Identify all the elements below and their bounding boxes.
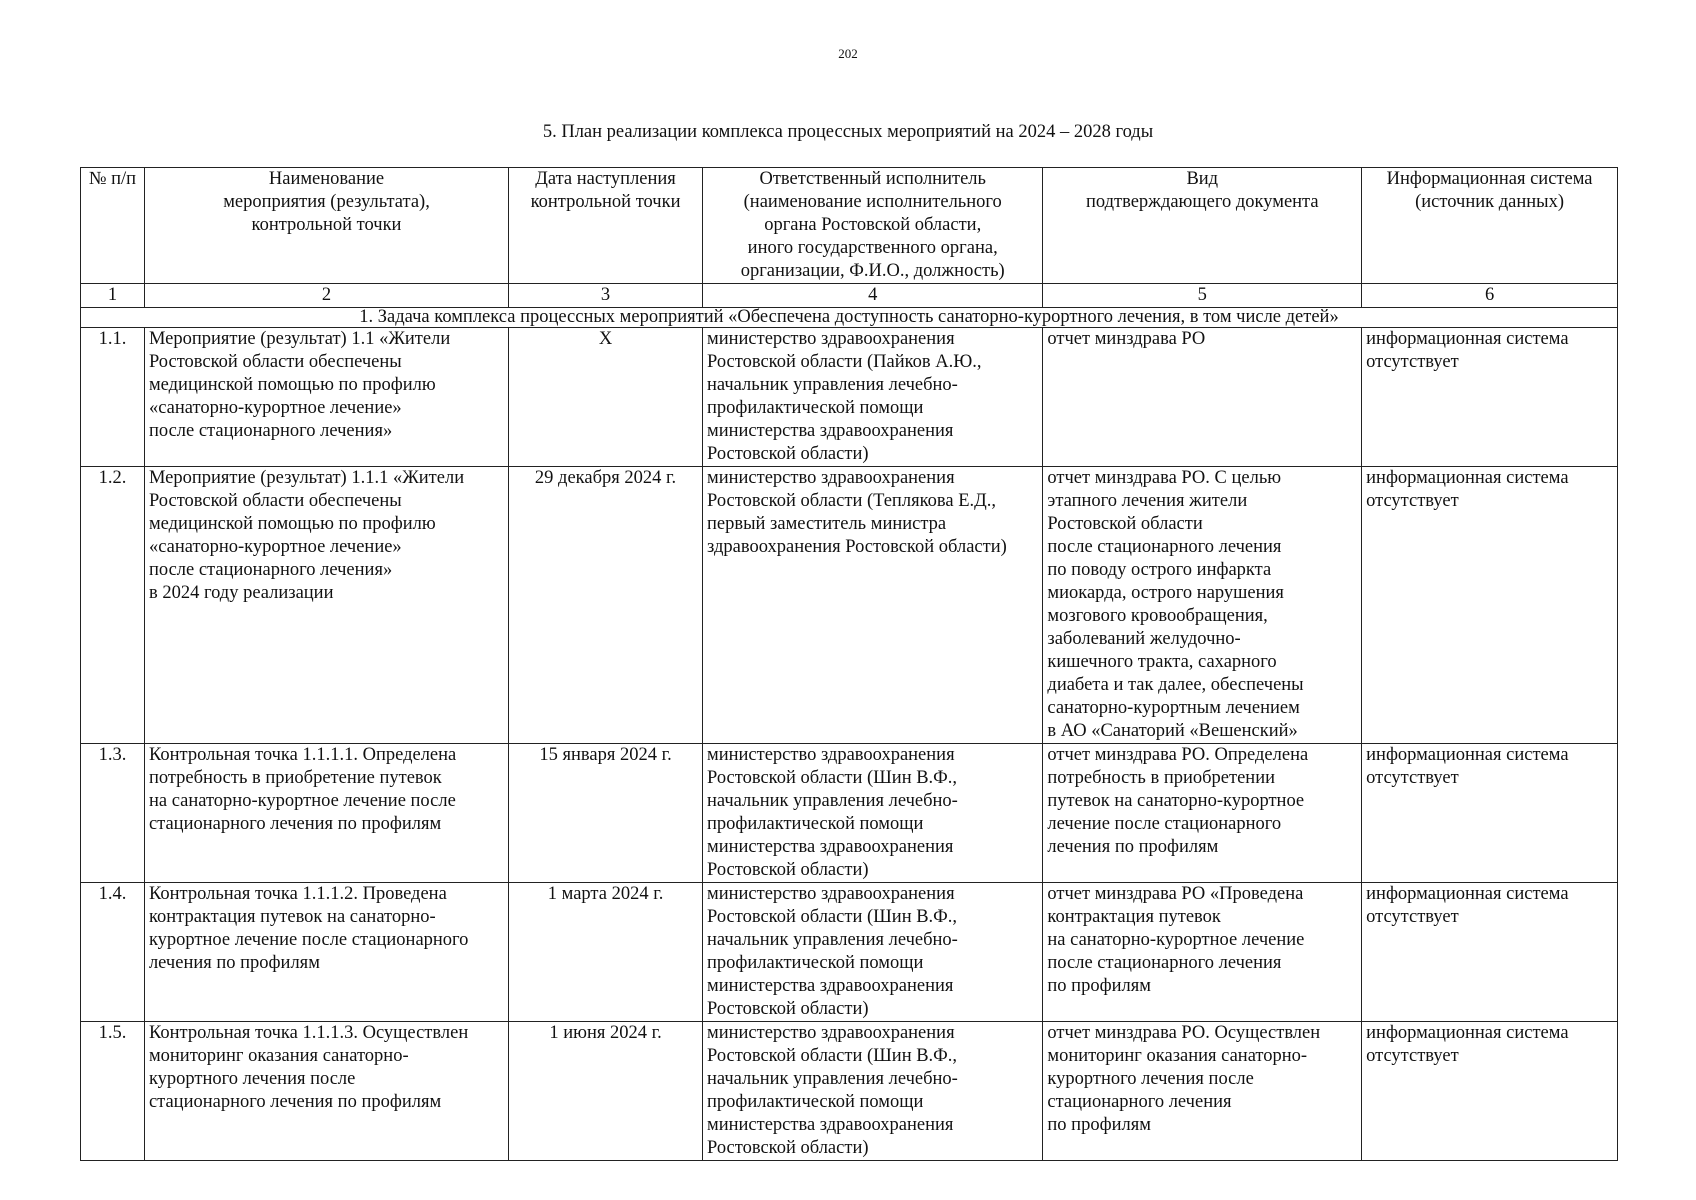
row-name: Мероприятие (результат) 1.1 «Жители Ростовской области обеспечены медицинской помощью по профилю «санаторно-курортное лечение» после стационарного лечения» <box>144 328 508 467</box>
row-system: информационная система отсутствует <box>1362 744 1618 883</box>
row-name: Контрольная точка 1.1.1.3. Осуществлен мониторинг оказания санаторно- курортного лечения после стационарного лечения по профилям <box>144 1022 508 1161</box>
table-row <box>81 744 1618 883</box>
column-number: 3 <box>509 284 703 308</box>
row-document: отчет минздрава РО. Определена потребность в приобретении путевок на санаторно-курортное лечение после стационарного лечения по профилям <box>1043 744 1362 883</box>
row-responsible: министерство здравоохранения Ростовской области (Шин В.Ф., начальник управления лечебно- профилактической помощи министерства здравоохранения Ростовской области) <box>703 1022 1043 1161</box>
column-number: 5 <box>1043 284 1362 308</box>
row-document: отчет минздрава РО. Осуществлен мониторинг оказания санаторно- курортного лечения после стационарного лечения по профилям <box>1043 1022 1362 1161</box>
row-document: отчет минздрава РО <box>1043 328 1362 467</box>
row-number: 1.4. <box>81 883 145 1022</box>
row-responsible: министерство здравоохранения Ростовской области (Шин В.Ф., начальник управления лечебно- профилактической помощи министерства здравоохранения Ростовской области) <box>703 744 1043 883</box>
row-document: отчет минздрава РО «Проведена контрактация путевок на санаторно-курортное лечение после стационарного лечения по профилям <box>1043 883 1362 1022</box>
row-date: 29 декабря 2024 г. <box>509 467 703 744</box>
section-row <box>81 308 1618 328</box>
row-name: Контрольная точка 1.1.1.2. Проведена контрактация путевок на санаторно- курортное лечение после стационарного лечения по профилям <box>144 883 508 1022</box>
table-row <box>81 467 1618 744</box>
row-number: 1.3. <box>81 744 145 883</box>
header-row <box>81 168 1618 284</box>
row-responsible: министерство здравоохранения Ростовской области (Теплякова Е.Д., первый заместитель министра здравоохранения Ростовской области) <box>703 467 1043 744</box>
row-number: 1.5. <box>81 1022 145 1161</box>
header-system: Информационная система (источник данных) <box>1362 168 1618 284</box>
table-row <box>81 883 1618 1022</box>
plan-table <box>80 167 1618 1161</box>
row-number: 1.1. <box>81 328 145 467</box>
row-date: 15 января 2024 г. <box>509 744 703 883</box>
row-name: Контрольная точка 1.1.1.1. Определена потребность в приобретение путевок на санаторно-курортное лечение после стационарного лечения по профилям <box>144 744 508 883</box>
page-number: 202 <box>838 46 858 61</box>
row-responsible: министерство здравоохранения Ростовской области (Шин В.Ф., начальник управления лечебно- профилактической помощи министерства здравоохранения Ростовской области) <box>703 883 1043 1022</box>
header-responsible: Ответственный исполнитель (наименование исполнительного органа Ростовской области, иного государственного органа, организации, Ф.И.О., должность) <box>703 168 1043 284</box>
row-date: X <box>509 328 703 467</box>
header-document: Вид подтверждающего документа <box>1043 168 1362 284</box>
column-number-row <box>81 284 1618 308</box>
row-responsible: министерство здравоохранения Ростовской области (Пайков А.Ю., начальник управления лечебно- профилактической помощи министерства здравоохранения Ростовской области) <box>703 328 1043 467</box>
row-system: информационная система отсутствует <box>1362 1022 1618 1161</box>
row-number: 1.2. <box>81 467 145 744</box>
row-system: информационная система отсутствует <box>1362 467 1618 744</box>
section-title: 1. Задача комплекса процессных мероприятий «Обеспечена доступность санаторно-курортного лечения, в том числе детей» <box>81 308 1618 328</box>
column-number: 6 <box>1362 284 1618 308</box>
header-name: Наименование мероприятия (результата), контрольной точки <box>144 168 508 284</box>
row-system: информационная система отсутствует <box>1362 328 1618 467</box>
table-row <box>81 328 1618 467</box>
header-number: № п/п <box>81 168 145 284</box>
column-number: 1 <box>81 284 145 308</box>
column-number: 2 <box>144 284 508 308</box>
row-date: 1 июня 2024 г. <box>509 1022 703 1161</box>
row-document: отчет минздрава РО. С целью этапного лечения жители Ростовской области после стационарного лечения по поводу острого инфаркта миокарда, острого нарушения мозгового кровообращения, заболеваний желудочно- кишечного тракта, сахарного диабета и так далее, обеспечены санаторно-курортным лечением в АО «Санаторий «Вешенский» <box>1043 467 1362 744</box>
table-row <box>81 1022 1618 1161</box>
row-system: информационная система отсутствует <box>1362 883 1618 1022</box>
document-title: 5. План реализации комплекса процессных мероприятий на 2024 – 2028 годы <box>542 122 1154 142</box>
row-name: Мероприятие (результат) 1.1.1 «Жители Ростовской области обеспечены медицинской помощью по профилю «санаторно-курортное лечение» после стационарного лечения» в 2024 году реализации <box>144 467 508 744</box>
column-number: 4 <box>703 284 1043 308</box>
header-date: Дата наступления контрольной точки <box>509 168 703 284</box>
row-date: 1 марта 2024 г. <box>509 883 703 1022</box>
